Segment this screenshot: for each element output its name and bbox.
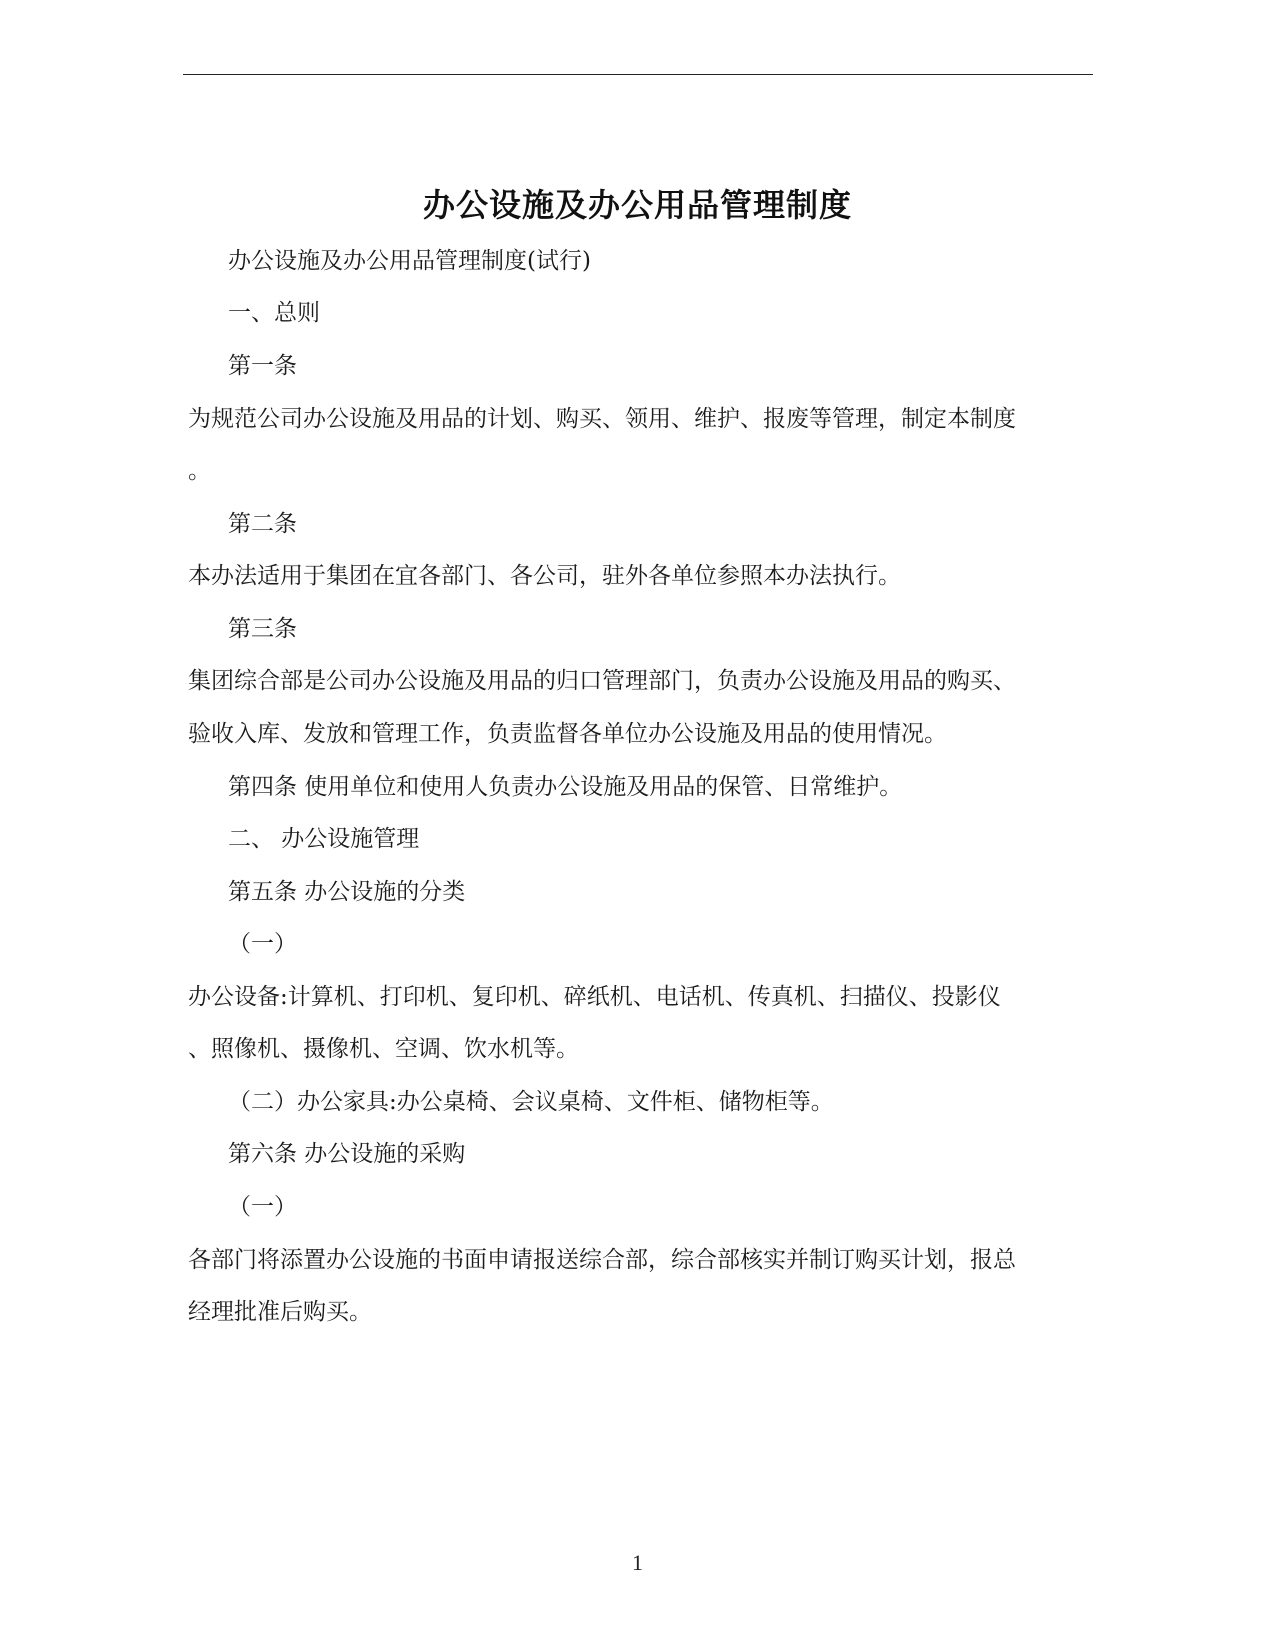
article-heading: 第六条 办公设施的采购 bbox=[228, 1141, 466, 1167]
paragraph-line: 验收入库、发放和管理工作，负责监督各单位办公设施及用品的使用情况。 bbox=[188, 721, 947, 747]
paragraph-line: 集团综合部是公司办公设施及用品的归口管理部门，负责办公设施及用品的购买、 bbox=[188, 668, 1016, 694]
article-heading: 第一条 bbox=[228, 353, 297, 379]
paragraph-line: （二）办公家具:办公桌椅、会议桌椅、文件柜、储物柜等。 bbox=[228, 1089, 834, 1115]
article-heading: 第五条 办公设施的分类 bbox=[228, 879, 466, 905]
header-rule bbox=[183, 74, 1093, 75]
subtitle-line: 办公设施及办公用品管理制度(试行) bbox=[228, 248, 591, 274]
article-heading: 第二条 bbox=[228, 511, 297, 537]
document-title: 办公设施及办公用品管理制度 bbox=[422, 186, 852, 224]
paragraph-line: 办公设备:计算机、打印机、复印机、碎纸机、电话机、传真机、扫描仪、投影仪 bbox=[188, 984, 1001, 1010]
paragraph-line: 经理批准后购买。 bbox=[188, 1299, 372, 1325]
page-number: 1 bbox=[632, 1550, 643, 1575]
paragraph-line: 。 bbox=[188, 458, 211, 484]
paragraph-line: 为规范公司办公设施及用品的计划、购买、领用、维护、报废等管理，制定本制度 bbox=[188, 406, 1016, 432]
list-marker: （一） bbox=[228, 1194, 297, 1220]
paragraph-line: 各部门将添置办公设施的书面申请报送综合部，综合部核实并制订购买计划，报总 bbox=[188, 1247, 1016, 1273]
list-marker: （一） bbox=[228, 931, 297, 957]
section-heading: 一、总则 bbox=[228, 300, 320, 326]
article-heading: 第三条 bbox=[228, 616, 297, 642]
paragraph-line: 、照像机、摄像机、空调、饮水机等。 bbox=[188, 1036, 579, 1062]
paragraph-line: 第四条 使用单位和使用人负责办公设施及用品的保管、日常维护。 bbox=[228, 774, 903, 800]
section-heading: 二、 办公设施管理 bbox=[228, 826, 420, 852]
paragraph-line: 本办法适用于集团在宜各部门、各公司，驻外各单位参照本办法执行。 bbox=[188, 563, 901, 589]
